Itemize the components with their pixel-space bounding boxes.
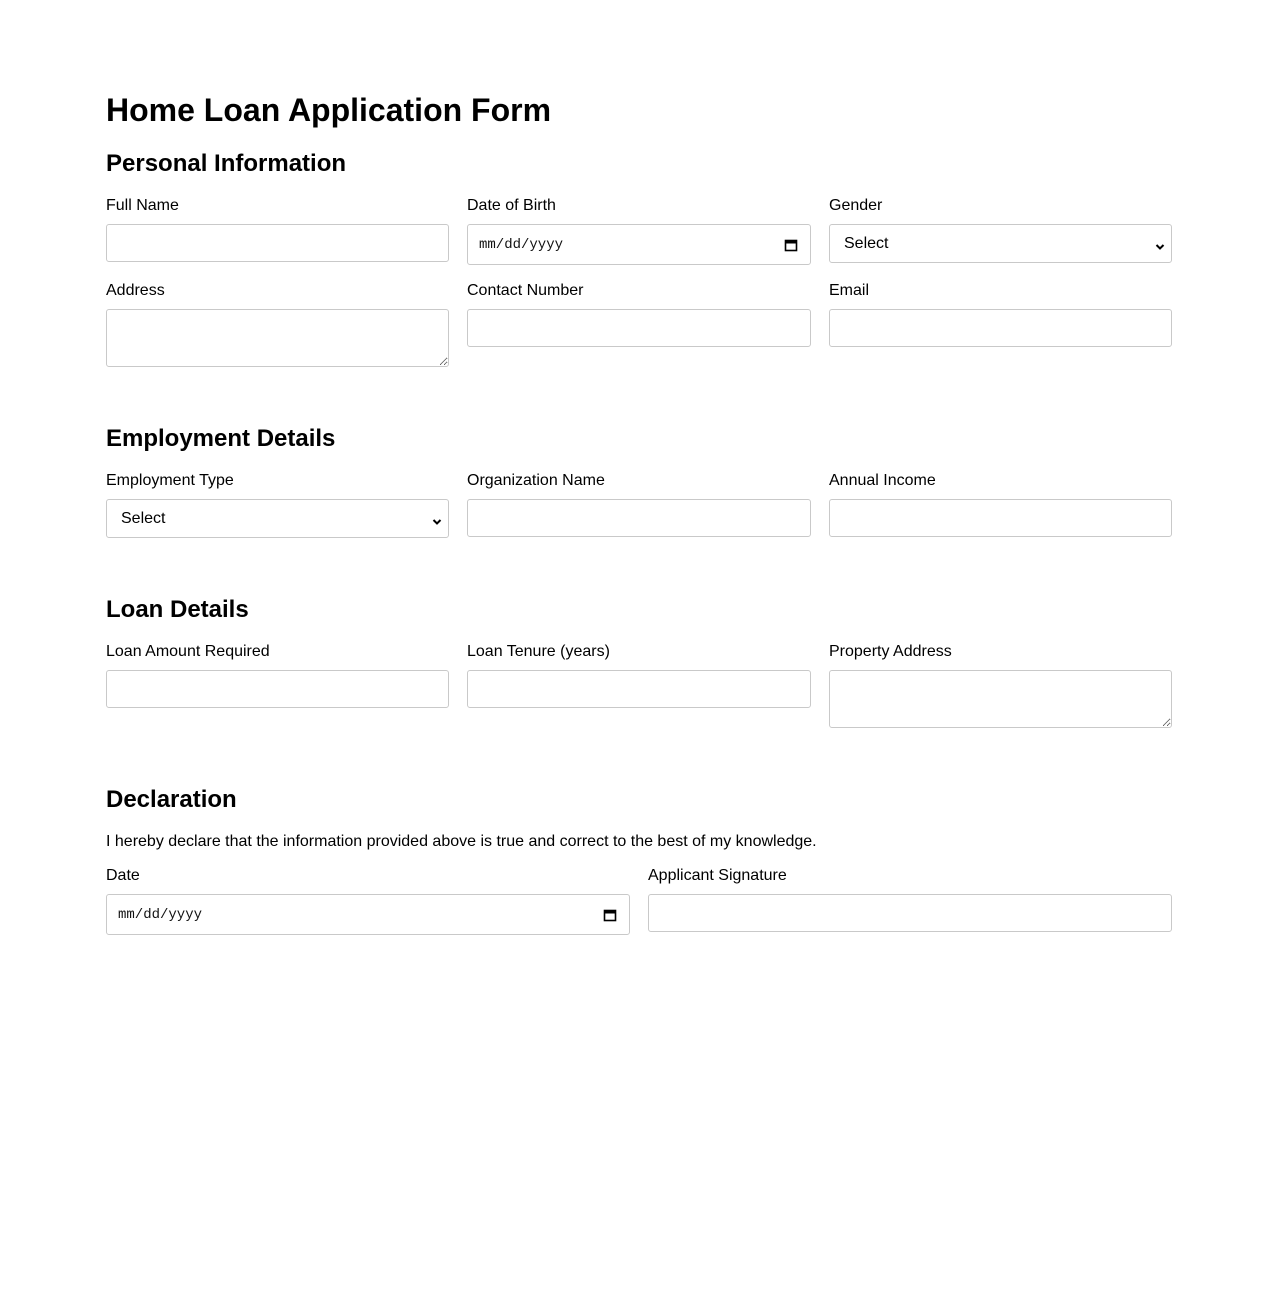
declaration-text: I hereby declare that the information provided above is true and correct to the best of my knowledge. bbox=[106, 833, 817, 850]
gender-selected: Select bbox=[844, 234, 889, 252]
section-heading-employment: Employment Details bbox=[106, 425, 336, 452]
gender-label: Gender bbox=[829, 197, 883, 214]
calendar-icon[interactable] bbox=[784, 238, 798, 252]
loan-tenure-label: Loan Tenure (years) bbox=[467, 643, 610, 660]
applicant-signature-input[interactable] bbox=[648, 894, 1172, 932]
declaration-date-placeholder: mm/dd/yyyy bbox=[118, 906, 203, 923]
address-label: Address bbox=[106, 282, 165, 299]
full-name-input[interactable] bbox=[106, 224, 449, 262]
email-input[interactable] bbox=[829, 309, 1172, 347]
property-address-textarea[interactable] bbox=[829, 670, 1172, 728]
section-heading-declaration: Declaration bbox=[106, 786, 237, 813]
calendar-icon[interactable] bbox=[603, 908, 617, 922]
applicant-signature-label: Applicant Signature bbox=[648, 867, 787, 884]
dob-input[interactable] bbox=[467, 224, 811, 265]
contact-number-input[interactable] bbox=[467, 309, 811, 347]
annual-income-label: Annual Income bbox=[829, 472, 936, 489]
dob-placeholder: mm/dd/yyyy bbox=[479, 236, 564, 253]
property-address-label: Property Address bbox=[829, 643, 952, 660]
loan-amount-input[interactable] bbox=[106, 670, 449, 708]
employment-type-select[interactable] bbox=[106, 499, 449, 538]
declaration-date-input[interactable] bbox=[106, 894, 630, 935]
loan-amount-label: Loan Amount Required bbox=[106, 643, 270, 660]
gender-select[interactable] bbox=[829, 224, 1172, 263]
section-heading-personal: Personal Information bbox=[106, 150, 347, 177]
employment-type-label: Employment Type bbox=[106, 472, 234, 489]
declaration-date-label: Date bbox=[106, 867, 140, 884]
organization-name-input[interactable] bbox=[467, 499, 811, 537]
chevron-down-icon bbox=[1155, 239, 1165, 249]
address-textarea[interactable] bbox=[106, 309, 449, 367]
dob-label: Date of Birth bbox=[467, 197, 556, 214]
annual-income-input[interactable] bbox=[829, 499, 1172, 537]
full-name-label: Full Name bbox=[106, 197, 179, 214]
section-heading-loan: Loan Details bbox=[106, 596, 249, 623]
email-label: Email bbox=[829, 282, 870, 299]
contact-number-label: Contact Number bbox=[467, 282, 584, 299]
loan-tenure-input[interactable] bbox=[467, 670, 811, 708]
page-title: Home Loan Application Form bbox=[106, 92, 552, 128]
organization-name-label: Organization Name bbox=[467, 472, 605, 489]
chevron-down-icon bbox=[432, 514, 442, 524]
employment-type-selected: Select bbox=[121, 509, 166, 527]
